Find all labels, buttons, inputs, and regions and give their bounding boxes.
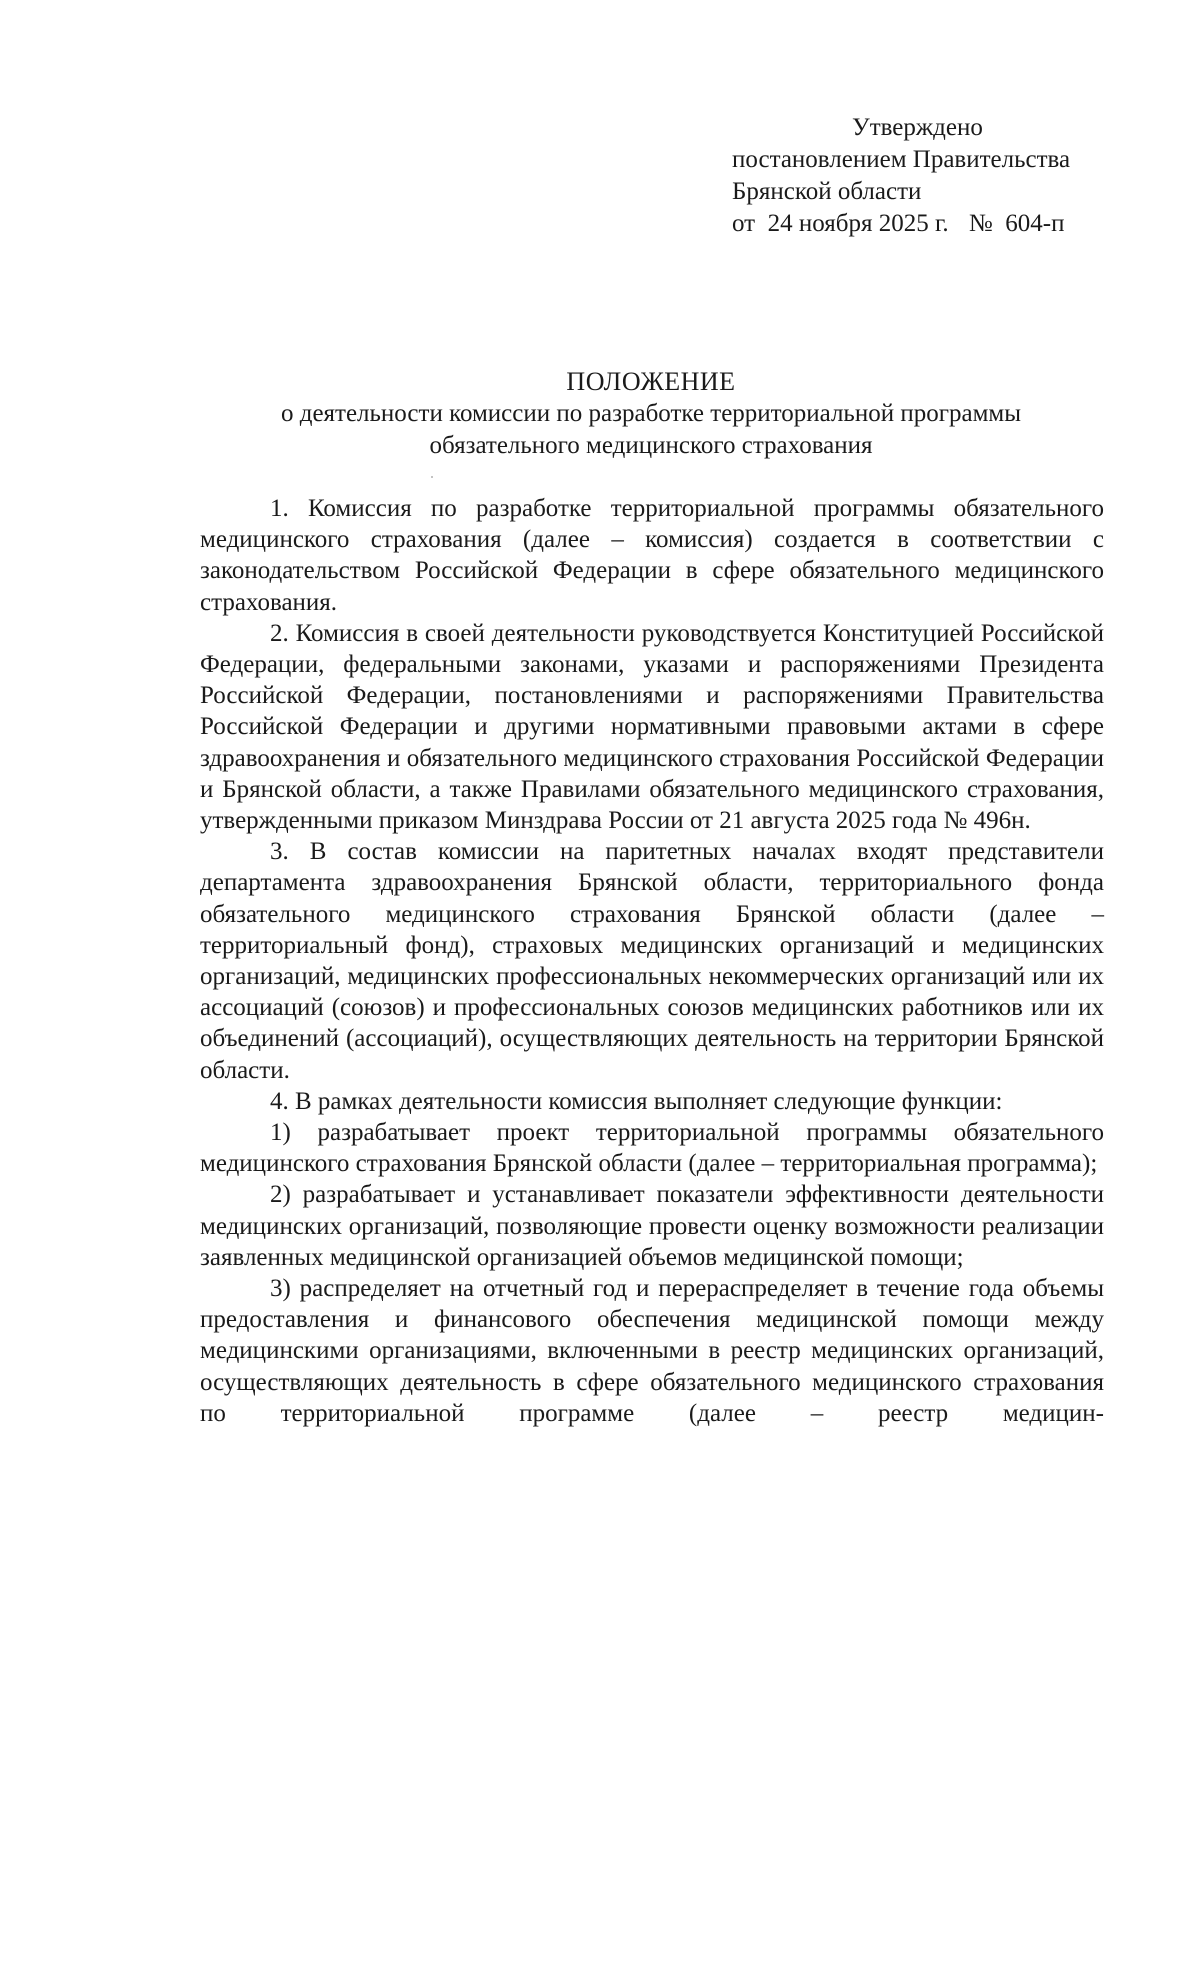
document-body [200, 493, 1104, 1429]
approval-date-line [732, 208, 1132, 240]
document-subtitle-line-2: обязательного медицинского страхования [429, 432, 873, 459]
document-heading: ПОЛОЖЕНИЕ [566, 367, 736, 396]
scan-speck [431, 476, 433, 478]
approval-line-approved: Утверждено [852, 114, 983, 141]
paragraph-2: 2. Комиссия в своей деятельности руководствуется Конституцией Российской Федерации, федеральными законами, указами и распоряжениями Президента Российской Федерации, постановлениями и распоряжениями Правительства Российской Федерации и другими нормативными правовыми актами в сфере здравоохранения и обязательного медицинского страхования Российской Федерации и Брянской области, а также Правилами обязательного медицинского страхования, утвержденными приказом Минздрава России от 21 августа 2025 года № 496н. [200, 619, 1104, 835]
paragraph-4: 4. В рамках деятельности комиссия выполняет следующие функции: [270, 1087, 1003, 1115]
paragraph-4-item-3: 3) распределяет на отчетный год и перераспределяет в течение года объемы предоставления и финансового обеспечения медицинской помощи между медицинскими организациями, включенными в реестр медицинских организаций, осуществляющих деятельность в сфере обязательного медицинского страхования по территориальной программе (далее – реестр медицин- [200, 1275, 1104, 1427]
document-title [200, 366, 1102, 462]
paragraph-3: 3. В состав комиссии на паритетных началах входят представители департамента здравоохранения Брянской области, территориального фонда обязательного медицинского страхования Брянской области (далее – территориальный фонд), страховых медицинских организаций и медицинских организаций, медицинских профессиональных некоммерческих организаций или их ассоциаций (союзов) и профессиональных союзов медицинских работников или их объединений (ассоциаций), осуществляющих деятельность на территории Брянской области. [200, 838, 1104, 1084]
approval-date: от 24 ноября 2025 г. [732, 210, 949, 237]
approval-line-resolution: постановлением Правительства [732, 146, 1071, 173]
paragraph-1: 1. Комиссия по разработке территориальной программы обязательного медицинского страхования (далее – комиссия) создается в соответствии с законодательством Российской Федерации в сфере обязательного медицинского страхования. [200, 495, 1104, 616]
paragraph-4-item-2: 2) разрабатывает и устанавливает показатели эффективности деятельности медицинских организаций, позволяющие провести оценку возможности реализации заявленных медицинской организацией объемов медицинской помощи; [200, 1181, 1104, 1271]
approval-number: № 604-п [968, 210, 1065, 237]
approval-stamp [732, 112, 1132, 240]
paragraph-4-item-1: 1) разрабатывает проект территориальной программы обязательного медицинского страхования Брянской области (далее – территориальная программа); [200, 1119, 1104, 1178]
document-subtitle-line-1: о деятельности комиссии по разработке территориальной программы [280, 400, 1022, 427]
approval-line-region: Брянской области [732, 178, 922, 205]
